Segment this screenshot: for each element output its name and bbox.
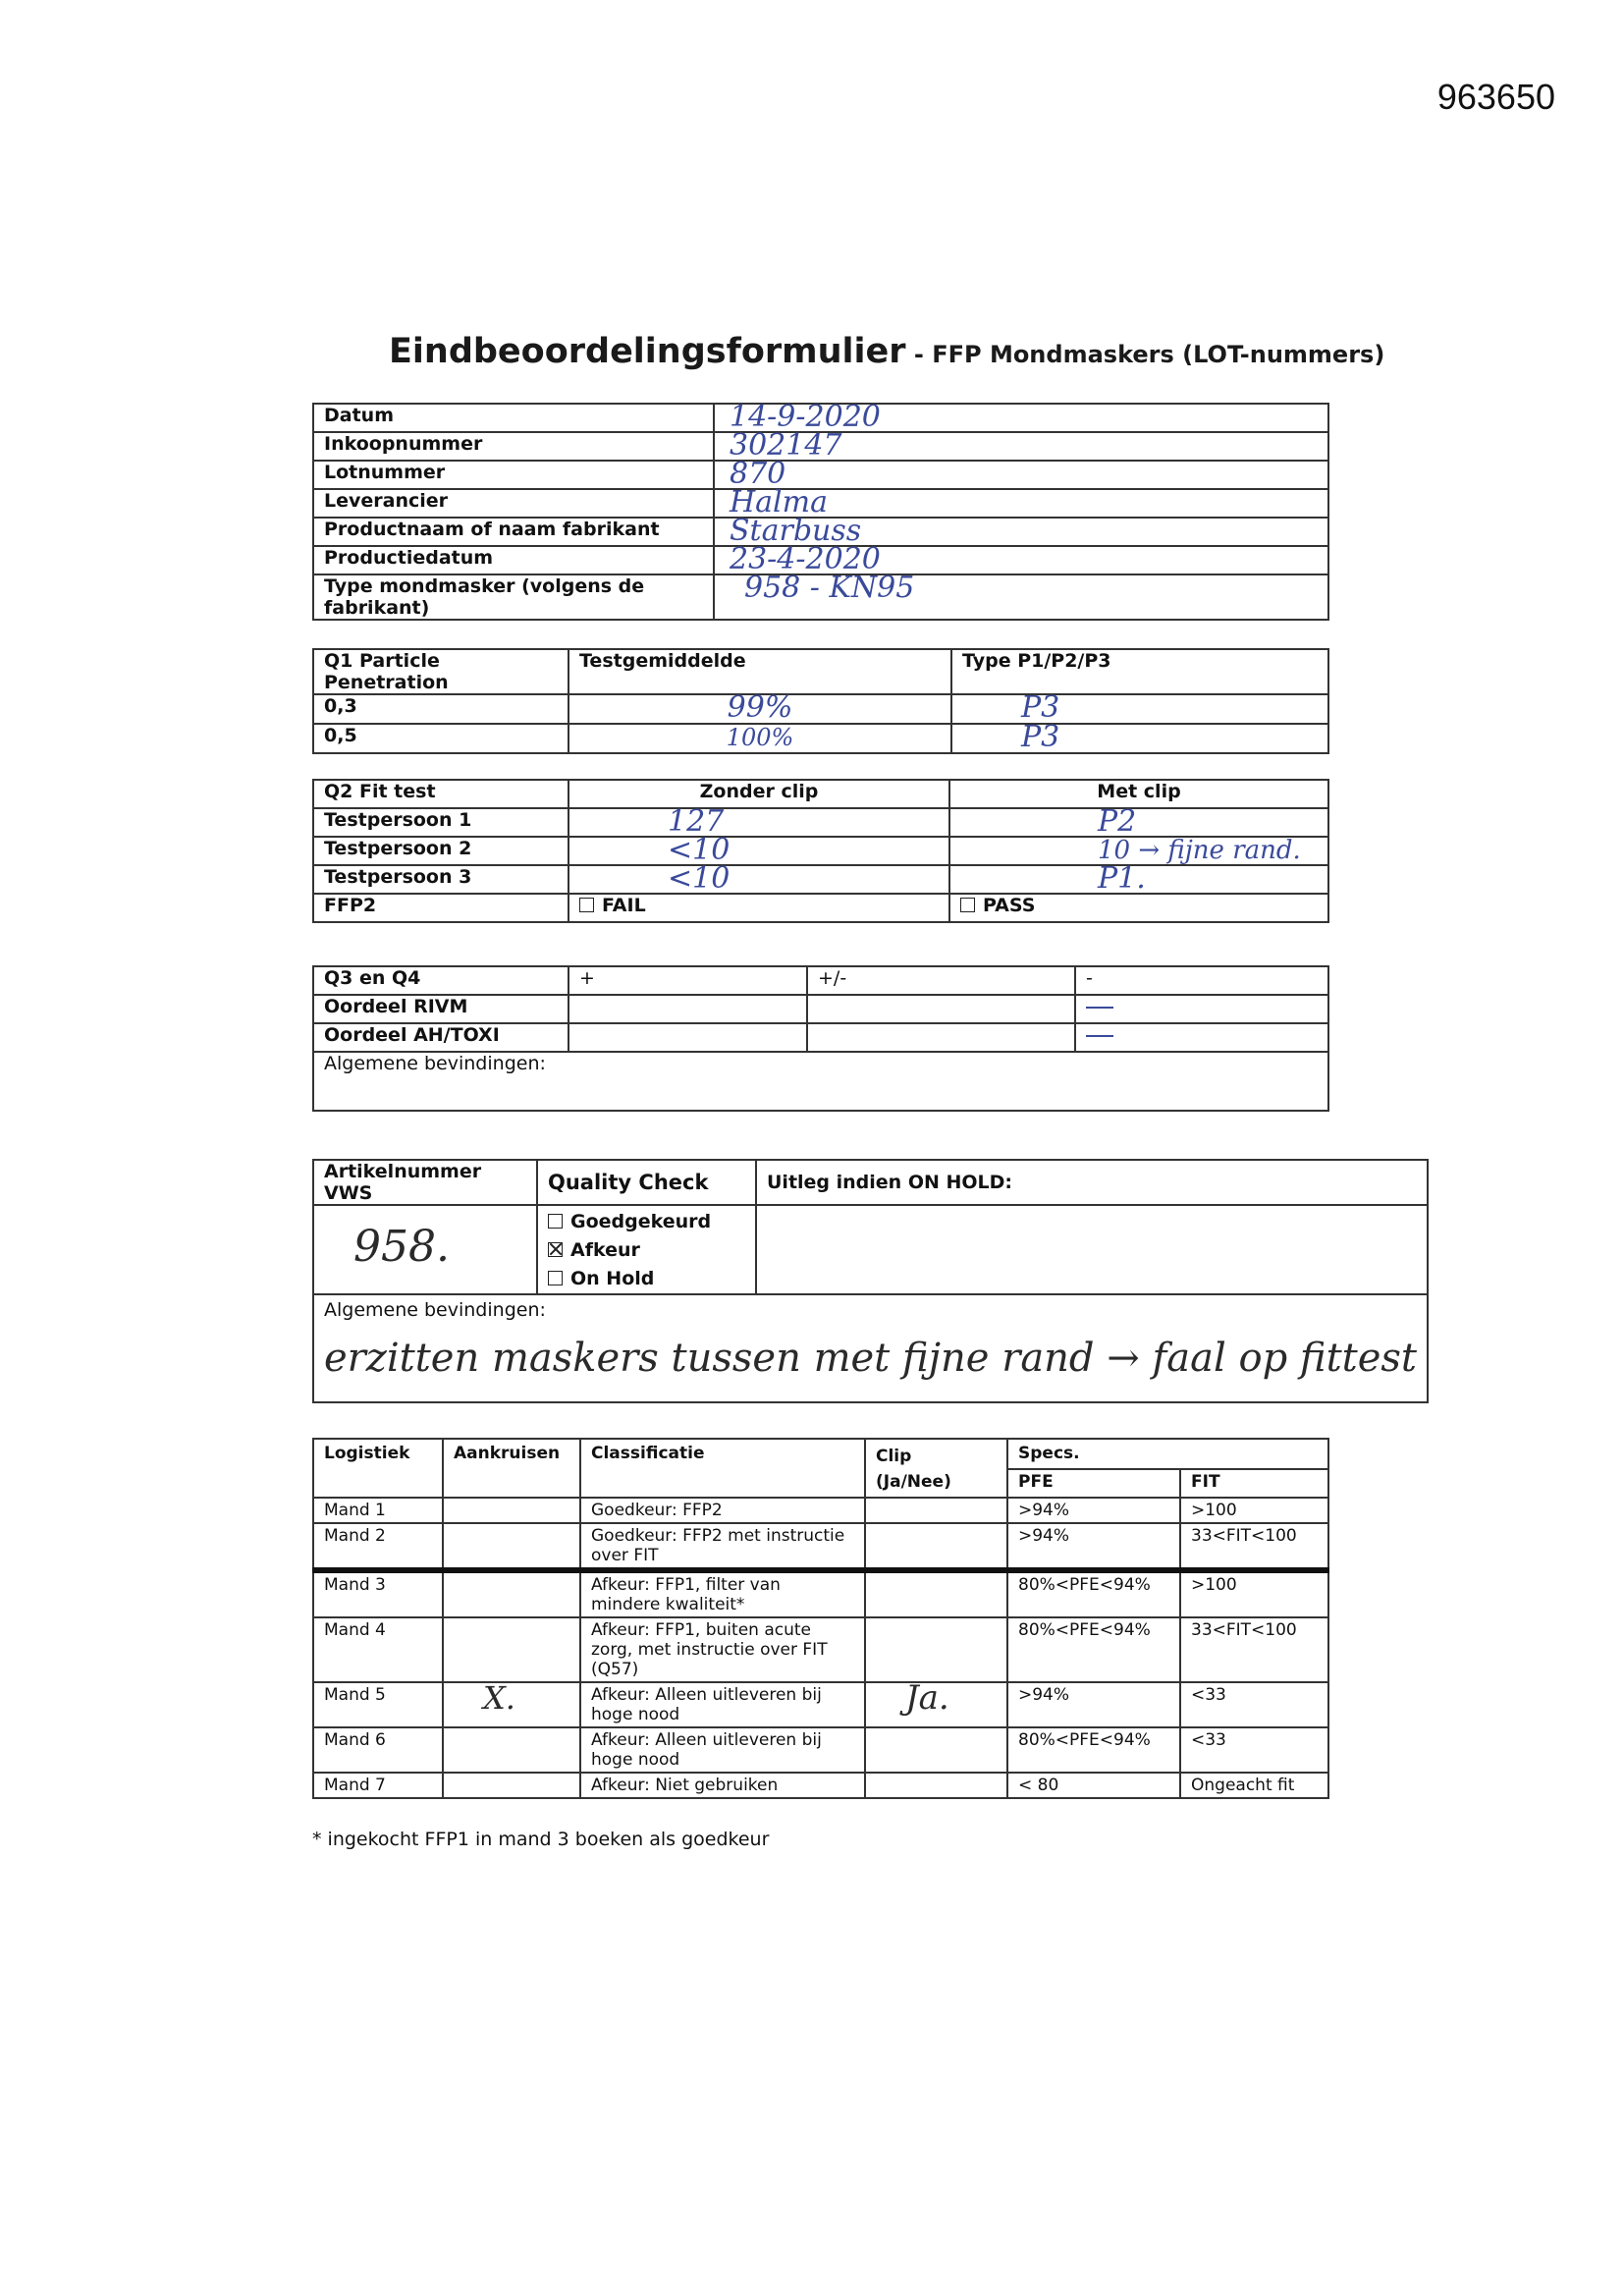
- q3-minus-mark: [1075, 995, 1328, 1023]
- q1-row-type: P3: [951, 694, 1328, 724]
- q1-header-label: Q1 Particle Penetration: [313, 649, 568, 694]
- title-sub: - FFP Mondmaskers (LOT-nummers): [905, 341, 1385, 368]
- log-header-classificatie: Classificatie: [580, 1439, 865, 1498]
- q3-table: [312, 965, 1329, 1112]
- value-type-mondmasker: 958 - KN95: [714, 574, 1328, 620]
- q2-row-without: <10: [568, 837, 949, 865]
- q2-row-label: Testpersoon 2: [313, 837, 568, 865]
- form-title: [389, 332, 1384, 371]
- label-productnaam: Productnaam of naam fabrikant: [313, 518, 714, 546]
- table-row: Mand 2 Goedkeur: FFP2 met instructie over FIT >94% 33<FIT<100: [313, 1523, 1328, 1570]
- q3-header-plus: +: [568, 966, 807, 995]
- q2-row-label: Testpersoon 1: [313, 808, 568, 837]
- log-header-pfe: PFE: [1007, 1469, 1180, 1498]
- q3-general-findings: Algemene bevindingen:: [313, 1052, 1328, 1111]
- q2-header-with: Met clip: [949, 780, 1328, 808]
- goedgekeurd-checkbox[interactable]: [548, 1214, 563, 1229]
- q3-minus-mark: [1075, 1023, 1328, 1052]
- log-header-clip: Clip (Ja/Nee): [865, 1439, 1007, 1498]
- hold-explanation: [756, 1205, 1428, 1294]
- hold-header: Uitleg indien ON HOLD:: [756, 1160, 1428, 1205]
- artikel-value: 958.: [313, 1205, 537, 1294]
- q1-table: [312, 648, 1329, 754]
- option-on-hold[interactable]: On Hold: [548, 1265, 745, 1293]
- q1-row-label: 0,5: [313, 724, 568, 753]
- q2-row-with: P2: [949, 808, 1328, 837]
- value-lotnummer: 870: [714, 461, 1328, 489]
- option-afkeur[interactable]: Afkeur: [548, 1236, 745, 1265]
- quality-table: [312, 1159, 1429, 1403]
- q2-ffp2-label: FFP2: [313, 894, 568, 922]
- value-productnaam: Starbuss: [714, 518, 1328, 546]
- label-type-mondmasker: Type mondmasker (volgens de fabrikant): [313, 574, 714, 620]
- value-datum: 14-9-2020: [714, 404, 1328, 432]
- qc-options: [537, 1205, 756, 1294]
- mand5-check-mark: X.: [483, 1679, 515, 1717]
- q1-header-avg: Testgemiddelde: [568, 649, 951, 694]
- quality-general-value: erzitten maskers tussen met fijne rand → faal op fittest: [324, 1336, 1417, 1381]
- artikel-header: Artikelnummer VWS: [313, 1160, 537, 1205]
- log-header-aankruisen: Aankruisen: [443, 1439, 580, 1498]
- q2-table: [312, 779, 1329, 923]
- q1-header-type: Type P1/P2/P3: [951, 649, 1328, 694]
- value-productiedatum: 23-4-2020: [714, 546, 1328, 574]
- q3-row-label: Oordeel AH/TOXI: [313, 1023, 568, 1052]
- label-datum: Datum: [313, 404, 714, 432]
- log-header-logistiek: Logistiek: [313, 1439, 443, 1498]
- label-productiedatum: Productiedatum: [313, 546, 714, 574]
- table-row: Mand 4 Afkeur: FFP1, buiten acute zorg, met instructie over FIT (Q57) 80%<PFE<94% 33<FIT<100: [313, 1617, 1328, 1682]
- q2-row-with: P1.: [949, 865, 1328, 894]
- table-row: Mand 1 Goedkeur: FFP2 >94% >100: [313, 1498, 1328, 1523]
- q1-row-label: 0,3: [313, 694, 568, 724]
- afkeur-checkbox[interactable]: [548, 1242, 563, 1257]
- log-header-fit: FIT: [1180, 1469, 1328, 1498]
- mand5-clip-mark: Ja.: [905, 1678, 949, 1718]
- pass-checkbox[interactable]: [960, 898, 975, 912]
- q3-row-label: Oordeel RIVM: [313, 995, 568, 1023]
- document-number: 963650: [1436, 77, 1555, 117]
- table-row: Mand 7 Afkeur: Niet gebruiken < 80 Ongeacht fit: [313, 1773, 1328, 1798]
- q3-header-plusminus: +/-: [807, 966, 1075, 995]
- q1-row-type: P3: [951, 724, 1328, 753]
- q3-header-label: Q3 en Q4: [313, 966, 568, 995]
- table-row: Mand 3 Afkeur: FFP1, filter van mindere kwaliteit* 80%<PFE<94% >100: [313, 1570, 1328, 1617]
- q2-fail-option[interactable]: FAIL: [568, 894, 949, 922]
- q2-row-without: 127: [568, 808, 949, 837]
- footnote: * ingekocht FFP1 in mand 3 boeken als goedkeur: [312, 1829, 770, 1850]
- label-leverancier: Leverancier: [313, 489, 714, 518]
- q2-row-without: <10: [568, 865, 949, 894]
- logistics-table: [312, 1438, 1329, 1799]
- on-hold-checkbox[interactable]: [548, 1271, 563, 1285]
- log-header-specs: Specs.: [1007, 1439, 1328, 1469]
- quality-general-label: Algemene bevindingen:: [324, 1299, 546, 1321]
- q2-header-without: Zonder clip: [568, 780, 949, 808]
- fail-checkbox[interactable]: [579, 898, 594, 912]
- q1-row-avg: 99%: [568, 694, 951, 724]
- table-row: Mand 5 X. Afkeur: Alleen uitleveren bij hoge nood Ja. >94% <33: [313, 1682, 1328, 1727]
- value-leverancier: Halma: [714, 489, 1328, 518]
- value-inkoopnummer: 302147: [714, 432, 1328, 461]
- q2-row-with: 10 → fijne rand.: [949, 837, 1328, 865]
- general-info-table: [312, 400, 1329, 621]
- q1-row-avg: 100%: [568, 724, 951, 753]
- q3-header-minus: -: [1075, 966, 1328, 995]
- q2-row-label: Testpersoon 3: [313, 865, 568, 894]
- label-inkoopnummer: Inkoopnummer: [313, 432, 714, 461]
- title-main: Eindbeoordelingsformulier: [389, 332, 906, 371]
- label-lotnummer: Lotnummer: [313, 461, 714, 489]
- qc-header: Quality Check: [537, 1160, 756, 1205]
- quality-general-findings: [313, 1294, 1428, 1402]
- q2-pass-option[interactable]: PASS: [949, 894, 1328, 922]
- table-row: Mand 6 Afkeur: Alleen uitleveren bij hoge nood 80%<PFE<94% <33: [313, 1727, 1328, 1773]
- option-goedgekeurd[interactable]: Goedgekeurd: [548, 1208, 745, 1236]
- q2-header-label: Q2 Fit test: [313, 780, 568, 808]
